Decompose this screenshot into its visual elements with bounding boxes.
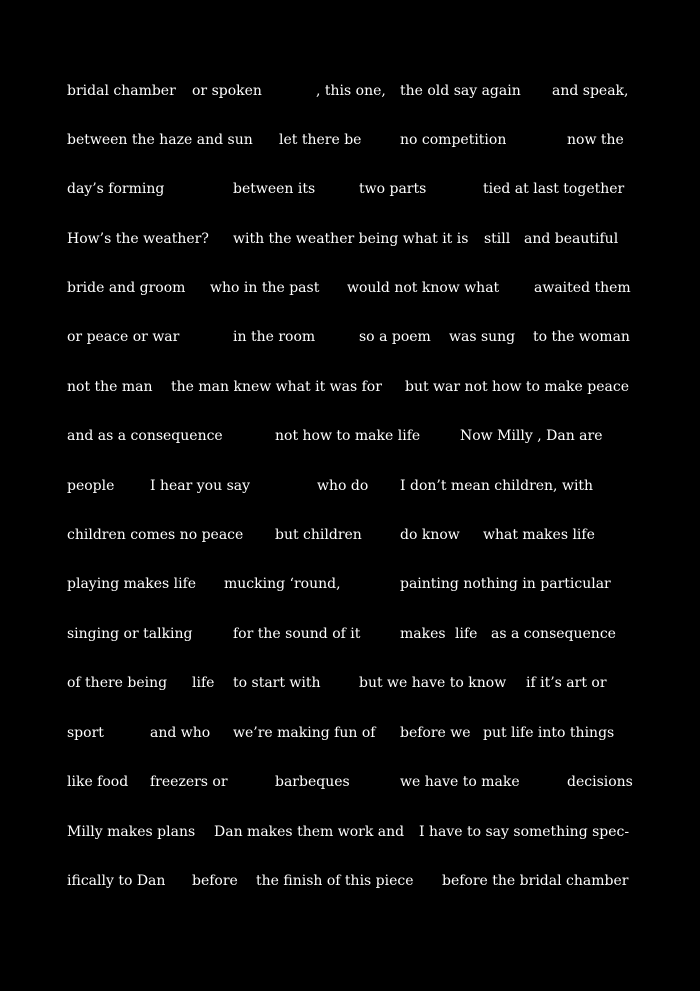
poem-line bbox=[0, 771, 700, 793]
poem-line bbox=[0, 277, 700, 299]
poem-fragment: before bbox=[192, 873, 238, 889]
poem-fragment: let there be bbox=[279, 132, 362, 148]
poem-fragment: before the bridal chamber bbox=[442, 873, 629, 889]
poem-fragment: day’s forming bbox=[67, 181, 165, 197]
poem-fragment: what makes life bbox=[483, 527, 595, 543]
poem-fragment: mucking ‘round, bbox=[224, 576, 341, 592]
poem-fragment: playing makes life bbox=[67, 576, 197, 592]
poem-fragment: makes bbox=[400, 626, 446, 642]
poem-fragment: who in the past bbox=[210, 280, 320, 296]
poem-fragment: do know bbox=[400, 527, 460, 543]
poem-fragment: between the haze and sun bbox=[67, 132, 253, 148]
poem-fragment: the man knew what it was for bbox=[171, 379, 382, 395]
poem-fragment: painting nothing in particular bbox=[400, 576, 611, 592]
poem-fragment: Milly makes plans bbox=[67, 824, 196, 840]
poem-fragment: but we have to know bbox=[359, 675, 507, 691]
poem-fragment: ifically to Dan bbox=[67, 873, 166, 889]
poem-fragment: if it’s art or bbox=[526, 675, 607, 691]
poem-fragment: freezers or bbox=[150, 774, 228, 790]
poem-fragment: and beautiful bbox=[524, 231, 619, 247]
poem-line bbox=[0, 524, 700, 546]
poem-line bbox=[0, 722, 700, 744]
poem-fragment: like food bbox=[67, 774, 129, 790]
poem-fragment: sport bbox=[67, 725, 104, 741]
poem-fragment: not the man bbox=[67, 379, 153, 395]
poem-fragment: not how to make life bbox=[275, 428, 421, 444]
poem-fragment: I don’t mean children, with bbox=[400, 478, 594, 494]
poem-line bbox=[0, 326, 700, 348]
poem-fragment: children comes no peace bbox=[67, 527, 244, 543]
poem-fragment: How’s the weather? bbox=[67, 231, 209, 247]
poem-fragment: or spoken bbox=[192, 83, 262, 99]
poem-fragment: barbeques bbox=[275, 774, 350, 790]
poem-fragment: who do bbox=[317, 478, 369, 494]
poem-fragment: Dan makes them work and bbox=[214, 824, 405, 840]
poem-fragment: people bbox=[67, 478, 115, 494]
poem-fragment: put life into things bbox=[483, 725, 615, 741]
poem-line bbox=[0, 623, 700, 645]
poem-fragment: Now Milly , Dan are bbox=[460, 428, 603, 444]
poem-fragment: decisions bbox=[567, 774, 633, 790]
poem-line bbox=[0, 475, 700, 497]
poem-line bbox=[0, 129, 700, 151]
poem-fragment: I have to say something spec- bbox=[419, 824, 630, 840]
poem-line bbox=[0, 821, 700, 843]
poem-fragment: I hear you say bbox=[150, 478, 251, 494]
poem-fragment: , this one, bbox=[316, 83, 386, 99]
poem-fragment: so a poem bbox=[359, 329, 431, 345]
poem-fragment: but children bbox=[275, 527, 362, 543]
poem-line bbox=[0, 376, 700, 398]
poem-line bbox=[0, 80, 700, 102]
poem-fragment: bride and groom bbox=[67, 280, 186, 296]
poem-fragment: and as a consequence bbox=[67, 428, 223, 444]
poem-fragment: the old say again bbox=[400, 83, 521, 99]
poem-fragment: life bbox=[192, 675, 215, 691]
poem-fragment: bridal chamber bbox=[67, 83, 176, 99]
poem-fragment: as a consequence bbox=[491, 626, 616, 642]
poem-fragment: we have to make bbox=[400, 774, 520, 790]
poem-fragment: awaited them bbox=[534, 280, 631, 296]
poem-fragment: between its bbox=[233, 181, 316, 197]
poem-fragment: of there being bbox=[67, 675, 168, 691]
poem-fragment: and speak, bbox=[552, 83, 629, 99]
poem-fragment: we’re making fun of bbox=[233, 725, 376, 741]
poem-fragment: and who bbox=[150, 725, 211, 741]
poem-fragment: in the room bbox=[233, 329, 316, 345]
poem-line bbox=[0, 228, 700, 250]
poem-line bbox=[0, 870, 700, 892]
poem-fragment: would not know what bbox=[347, 280, 500, 296]
poem-fragment: with the weather being what it is bbox=[233, 231, 469, 247]
poem-line bbox=[0, 178, 700, 200]
poem-fragment: no competition bbox=[400, 132, 507, 148]
poem-fragment: but war not how to make peace bbox=[405, 379, 629, 395]
poem-fragment: singing or talking bbox=[67, 626, 193, 642]
poem-fragment: now the bbox=[567, 132, 624, 148]
poem-line bbox=[0, 425, 700, 447]
poem-fragment: for the sound of it bbox=[233, 626, 361, 642]
poem-fragment: two parts bbox=[359, 181, 427, 197]
poem-fragment: the finish of this piece bbox=[256, 873, 414, 889]
poem-fragment: to start with bbox=[233, 675, 321, 691]
poem-fragment: or peace or war bbox=[67, 329, 180, 345]
poem-line bbox=[0, 672, 700, 694]
poem-fragment: was sung bbox=[449, 329, 516, 345]
poem-line bbox=[0, 573, 700, 595]
poem-fragment: before we bbox=[400, 725, 471, 741]
poem-fragment: still bbox=[484, 231, 511, 247]
poem-fragment: to the woman bbox=[533, 329, 630, 345]
poem-fragment: tied at last together bbox=[483, 181, 625, 197]
poem-fragment: life bbox=[455, 626, 478, 642]
